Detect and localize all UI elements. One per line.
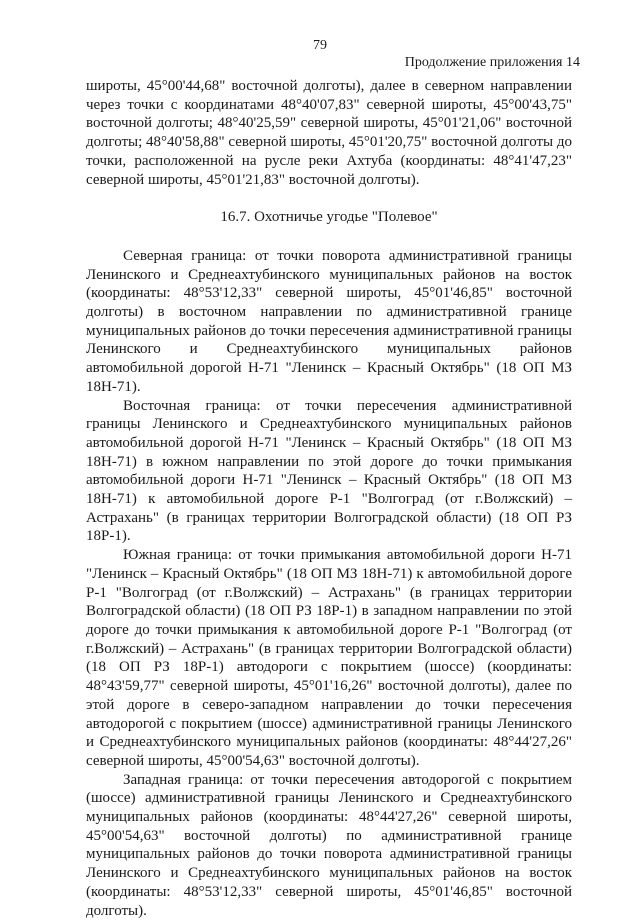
eastern-boundary-paragraph: Восточная граница: от точки пересечения административной границы Ленинского и Среднеахтубинского муниципальных районов автомобильной дорогой Н-71 "Ленинск – Красный Октябрь" (18 ОП МЗ 18Н-71) в южном направлении по этой дороге до точки примыкания автомобильной дороги Н-71 "Ленинск – Красный Октябрь" (18 ОП МЗ 18Н-71) к автомобильной дороге Р-1 "Волгоград (от г.Волжский) – Астрахань" (в границах территории Волгоградской области) (18 ОП РЗ 18Р-1). [86, 397, 572, 545]
intro-paragraph: широты, 45°00'44,68" восточной долготы), далее в северном направлении через точки с координатами 48°40'07,83" северной широты, 45°00'43,75" восточной долготы; 48°40'25,59" северной широты, 45°01'21,06" восточной долготы; 48°40'58,88" северной широты, 45°01'20,75" восточной долготы до точки, расположенной на русле реки Ахтуба (координаты: 48°41'47,23" северной широты, 45°01'21,83" восточной долготы). [86, 78, 573, 188]
northern-boundary-paragraph: Северная граница: от точки поворота административной границы Ленинского и Среднеахтубинского муниципальных районов на восток (координаты: 48°53'12,33" северной широты, 45°01'46,85" восточной долготы) в восточном направлении по административной границе муниципальных районов до точки пересечения административной границы Ленинского и Среднеахтубинского муниципальных районов автомобильной дорогой Н-71 "Ленинск – Красный Октябрь" (18 ОП МЗ 18Н-71). [86, 247, 572, 395]
section-heading: 16.7. Охотничье угодье "Полевое" [220, 209, 438, 226]
appendix-continuation-note: Продолжение приложения 14 [404, 55, 580, 70]
document-body [86, 77, 572, 920]
southern-boundary-paragraph: Южная граница: от точки примыкания автомобильной дороги Н-71 "Ленинск – Красный Октябрь" (18 ОП МЗ 18Н-71) к автомобильной дороге Р-1 "Волгоград (от г.Волжский) – Астрахань" (в границах территории Волгоградской области) (18 ОП РЗ 18Р-1) в западном направлении по этой дороге до точки примыкания к автомобильной дороге Р-1 "Волгоград (от г.Волжский) – Астрахань" (в границах территории Волгоградской области) (18 ОП РЗ 18Р-1) автодороги с покрытием (шоссе) (координаты: 48°43'59,77" северной широты, 45°01'16,26" восточной долготы), далее по этой дороге в северо-западном направлении до точки пересечения автодорогой с покрытием (шоссе) административной границы Ленинского и Среднеахтубинского муниципальных районов (координаты: 48°44'27,26" северной широты, 45°00'54,63" восточной долготы). [86, 547, 572, 769]
page-number: 79 [313, 38, 327, 53]
western-boundary-paragraph: Западная граница: от точки пересечения автодорогой с покрытием (шоссе) административной границы Ленинского и Среднеахтубинского муниципальных районов (координаты: 48°44'27,26" северной широты, 45°00'54,63" восточной долготы) по административной границе муниципальных районов до точки поворота административной границы Ленинского и Среднеахтубинского муниципальных районов на восток (координаты: 48°53'12,33" северной широты, 45°01'46,85" восточной долготы). [86, 771, 572, 919]
